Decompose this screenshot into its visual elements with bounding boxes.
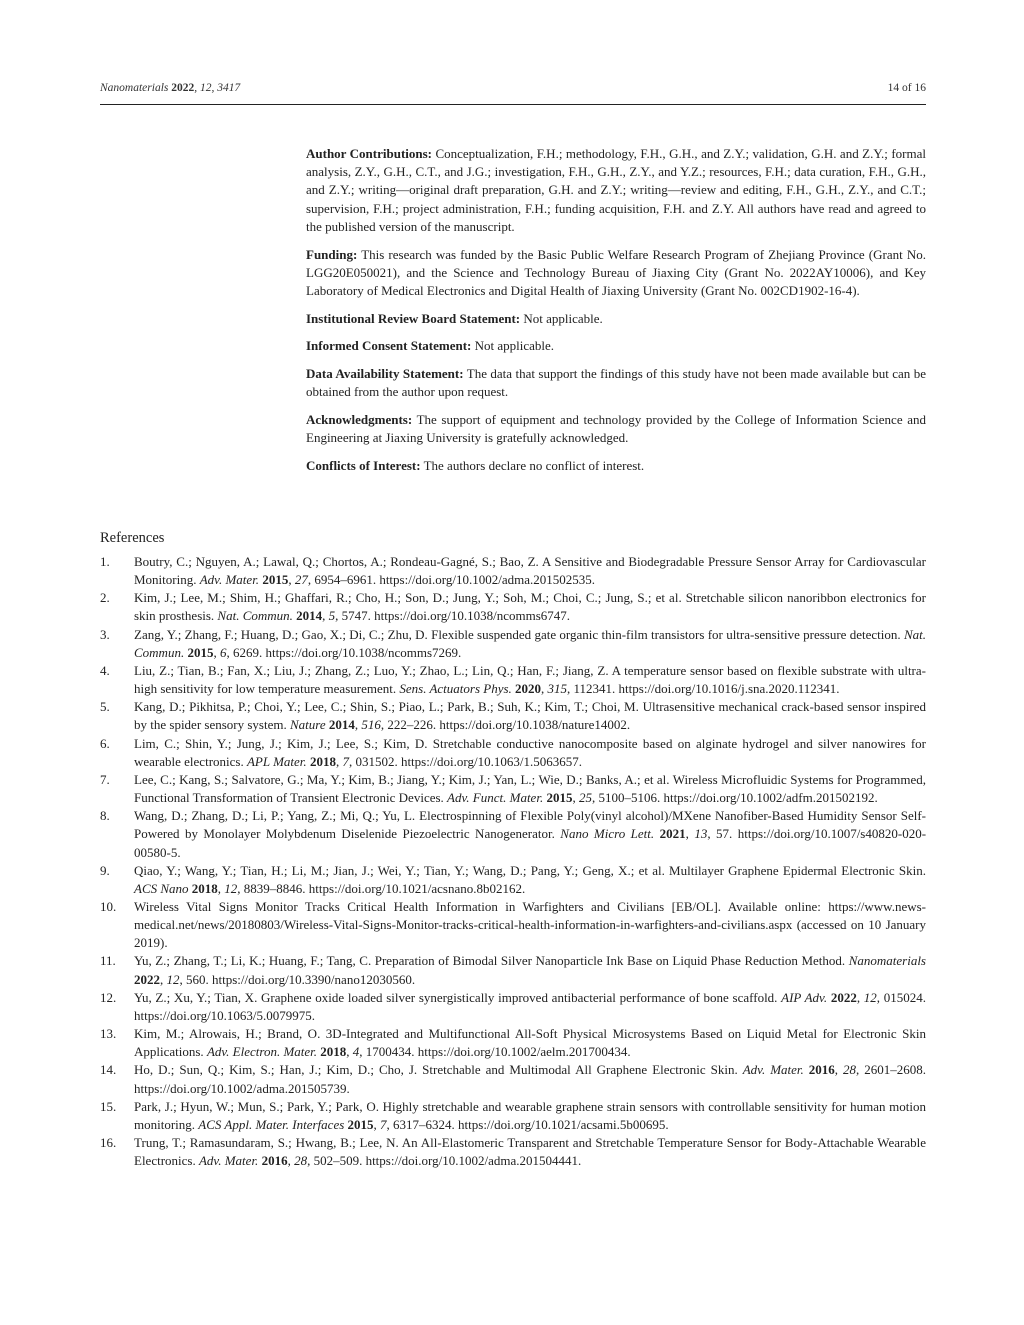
reference-segment: , — [685, 826, 695, 842]
reference-segment: , 502–509. https://doi.org/10.1002/adma.201504441. — [307, 1153, 582, 1169]
reference-segment: , 8839–8846. https://doi.org/10.1021/acsnano.8b02162. — [237, 880, 526, 896]
reference-text — [134, 898, 926, 952]
reference-segment: , — [335, 753, 343, 769]
reference-segment: Wireless Vital Signs Monitor Tracks Critical Health Information in Warfighters and Civilians [EB/OL]. Available online: https://www.news-medical.net/news/20180803/Wireless-Vital-Signs-Monitor-tracks-critical-health-information-in-warfighters-and-civilians.aspx (accessed on 10 January 2019). — [134, 898, 926, 951]
reference-segment: Lim, C.; Shin, Y.; Jung, J.; Kim, J.; Lee, S.; Kim, D. Stretchable conductive nanocomposite based on alginate hydrogel and silver nanowires for wearable electronics. — [134, 735, 926, 769]
reference-segment: , 2601–2608. https://doi.org/10.1002/adma.201505739. — [134, 1062, 927, 1096]
reference-text — [134, 662, 926, 698]
reference-segment: , 1700434. https://doi.org/10.1002/aelm.201700434. — [359, 1044, 631, 1060]
reference-segment: Trung, T.; Ramasundaram, S.; Hwang, B.; Lee, N. An All-Elastomeric Transparent and Stretchable Temperature Sensor for Body-Attachable Wearable Electronics. — [134, 1135, 926, 1169]
reference-text — [134, 1098, 926, 1134]
reference-number: 12. — [100, 989, 117, 1005]
statement-label: Funding: — [306, 246, 358, 262]
statement-label: Conflicts of Interest: — [306, 457, 421, 473]
reference-text — [134, 1025, 926, 1061]
reference-text — [134, 553, 926, 589]
statement-label: Institutional Review Board Statement: — [306, 310, 521, 326]
reference-number: 13. — [100, 1026, 117, 1042]
reference-italic-segment: Sens. Actuators Phys. — [399, 681, 512, 697]
reference-segment: , 031502. https://doi.org/10.1063/1.5063657. — [348, 753, 582, 769]
reference-text — [134, 698, 926, 734]
reference-number: 11. — [100, 953, 116, 969]
reference-year: 2015 — [347, 1116, 374, 1132]
reference-segment: Qiao, Y.; Wang, Y.; Tian, H.; Li, M.; Jian, J.; Wei, Y.; Tian, Y.; Wang, D.; Pang, Y.; Geng, X.; et al. Multilayer Graphene Epidermal Electronic Skin. — [134, 862, 926, 878]
reference-segment: Kim, M.; Alrowais, H.; Brand, O. 3D-Integrated and Multifunctional All-Soft Physical Microsystems Based on Liquid Metal for Electronic Skin Applications. — [134, 1026, 926, 1060]
reference-italic-segment: 12 — [166, 971, 180, 987]
reference-segment: , — [834, 1062, 844, 1078]
reference-item — [100, 1025, 926, 1061]
reference-italic-segment: 4 — [352, 1044, 360, 1060]
reference-segment: Kim, J.; Lee, M.; Shim, H.; Ghaffari, R.; Cho, H.; Son, D.; Jung, Y.; Soh, M.; Choi, C.; Jung, S.; et al. Stretchable silicon nanoribbon electronics for skin prosthesis. — [134, 590, 926, 624]
reference-segment: , 5100–5106. https://doi.org/10.1002/adfm.201502192. — [591, 790, 878, 806]
statement-text: The support of equipment and technology provided by the College of Information Science and Engineering at Jiaxing University is gratefully acknowledged. — [306, 411, 926, 446]
reference-segment: , — [346, 1044, 353, 1060]
reference-segment: , — [213, 644, 220, 660]
reference-segment: Liu, Z.; Tian, B.; Fan, X.; Liu, J.; Zhang, Z.; Luo, Y.; Zhao, L.; Lin, Q.; Han, F.; Jiang, Z. A temperature sensor based on flexible substrate with ultra-high sensitivity for low temperature measurement. — [134, 662, 926, 697]
journal-name: Nanomaterials — [100, 82, 169, 94]
reference-number: 16. — [100, 1135, 117, 1150]
consent-statement — [306, 337, 926, 355]
reference-item — [100, 662, 926, 698]
reference-year: 2022 — [830, 989, 857, 1005]
reference-italic-segment: Nat. Commun. — [217, 608, 293, 624]
reference-item — [100, 1098, 926, 1134]
reference-item — [100, 589, 926, 625]
reference-item — [100, 553, 926, 589]
reference-text — [134, 807, 926, 861]
reference-italic-segment: Adv. Mater. — [198, 1153, 259, 1169]
statement-text: The authors declare no conflict of interest. — [420, 457, 645, 473]
reference-number: 1. — [100, 554, 110, 569]
statement-text: This research was funded by the Basic Public Welfare Research Program of Zhejiang Province (Grant No. LGG20E050021), and the Science and Technology Bureau of Jiaxing City (Grant No. 2022AY10006), and Key Laboratory of Medical Electronics and Digital Health of Jiaxing University (Grant No. 002CD1902-16-4). — [306, 246, 926, 298]
reference-segment: Lee, C.; Kang, S.; Salvatore, G.; Ma, Y.; Kim, B.; Jiang, Y.; Kim, J.; Yan, L.; Wie, D.; Banks, A.; et al. Wireless Microfluidic Systems for Programmed, Functional Transformation of Transient Electronic Devices. — [134, 771, 926, 806]
journal-citation: Nanomaterials 2022, 12, 3417 — [100, 82, 241, 94]
reference-italic-segment: Adv. Electron. Mater. — [206, 1044, 318, 1060]
reference-italic-segment: 7 — [342, 753, 349, 769]
statement-text: The data that support the findings of this study have not been made available but can be obtained from the author upon request. — [306, 366, 926, 400]
reference-year: 2014 — [328, 717, 355, 733]
reference-segment: Kang, D.; Pikhitsa, P.; Choi, Y.; Lee, C.; Shin, S.; Piao, L.; Park, B.; Suh, K.; Kim, T.; Choi, M. Ultrasensitive mechanical crack-based sensor inspired by the spider sensory system. — [134, 699, 926, 733]
reference-segment: Yu, Z.; Zhang, T.; Li, K.; Huang, F.; Tang, C. Preparation of Bimodal Silver Nanoparticle Ink Base on Liquid Phase Reduction Method. — [134, 953, 849, 969]
reference-segment: , — [354, 717, 362, 733]
reference-number: 8. — [100, 808, 110, 824]
reference-italic-segment: 315 — [547, 681, 568, 697]
journal-year: 2022 — [171, 82, 195, 94]
reference-number: 6. — [100, 735, 110, 751]
reference-item — [100, 1061, 926, 1097]
statement-label: Acknowledgments: — [306, 411, 413, 427]
reference-italic-segment: 6 — [219, 644, 227, 660]
reference-year: 2015 — [262, 572, 289, 588]
reference-italic-segment: Nature — [289, 717, 326, 733]
reference-number: 2. — [100, 590, 110, 606]
reference-text — [134, 1134, 926, 1170]
reference-segment: , 57. https://doi.org/10.1007/s40820-020-00580-5. — [134, 826, 927, 860]
reference-text — [134, 989, 926, 1025]
reference-text — [134, 735, 926, 771]
reference-segment: , 015024. https://doi.org/10.1063/5.0079975. — [134, 989, 926, 1023]
reference-italic-segment: ACS Nano — [134, 880, 189, 896]
reference-text — [134, 952, 926, 988]
reference-segment: , 560. https://doi.org/10.3390/nano12030560. — [179, 971, 416, 987]
conflicts-statement — [306, 457, 926, 475]
reference-item — [100, 771, 926, 807]
reference-year: 2016 — [808, 1062, 835, 1078]
reference-italic-segment: Adv. Mater. — [199, 572, 260, 588]
acknowledgments — [306, 411, 926, 447]
reference-italic-segment: Nat. Commun. — [134, 626, 926, 660]
reference-year: 2022 — [134, 971, 160, 987]
reference-year: 2018 — [191, 880, 218, 896]
reference-year: 2020 — [515, 681, 542, 697]
reference-segment: Yu, Z.; Xu, Y.; Tian, X. Graphene oxide loaded silver synergistically improved antibacterial performance of bone scaffold. — [134, 989, 782, 1005]
irb-statement — [306, 310, 926, 328]
reference-italic-segment: 5 — [328, 608, 336, 624]
reference-segment: , — [572, 790, 579, 806]
reference-number: 3. — [100, 626, 110, 642]
reference-italic-segment: Adv. Mater. — [742, 1062, 804, 1078]
reference-italic-segment: Nanomaterials — [848, 953, 926, 969]
reference-italic-segment: APL Mater. — [246, 753, 307, 769]
reference-segment: , 222–226. https://doi.org/10.1038/nature14002. — [380, 717, 631, 733]
reference-italic-segment: 516 — [361, 717, 381, 733]
reference-number: 14. — [100, 1062, 117, 1078]
reference-number: 4. — [100, 662, 110, 678]
reference-italic-segment: 12 — [224, 880, 238, 896]
data-availability-statement — [306, 365, 926, 401]
reference-segment: , — [160, 971, 167, 987]
journal-volume: 12 — [200, 82, 212, 94]
reference-text — [134, 771, 926, 807]
reference-item — [100, 862, 926, 898]
article-number: 3417 — [217, 82, 241, 94]
reference-segment: , — [322, 608, 329, 624]
reference-segment: , — [856, 989, 864, 1005]
statement-label: Informed Consent Statement: — [306, 338, 472, 354]
reference-item — [100, 626, 926, 662]
reference-year: 2015 — [187, 644, 214, 660]
reference-list — [100, 553, 926, 1170]
reference-year: 2016 — [261, 1153, 288, 1169]
reference-segment: Zang, Y.; Zhang, F.; Huang, D.; Gao, X.; Di, C.; Zhu, D. Flexible suspended gate organic thin-film transistors for ultra-sensitive pressure detection. — [134, 626, 904, 642]
reference-segment: , 5747. https://doi.org/10.1038/ncomms6747. — [335, 608, 571, 624]
reference-italic-segment: AIP Adv. — [781, 989, 828, 1005]
reference-item — [100, 698, 926, 734]
reference-number: 10. — [100, 898, 117, 914]
reference-text — [134, 1061, 926, 1097]
reference-segment: , 6269. https://doi.org/10.1038/ncomms7269. — [226, 644, 462, 660]
reference-italic-segment: 28 — [294, 1153, 308, 1169]
funding-statement — [306, 246, 926, 301]
reference-segment: Wang, D.; Zhang, D.; Li, P.; Yang, Z.; Mi, Q.; Yu, L. Electrospinning of Flexible Poly(vinyl alcohol)/MXene Nanofiber-Based Humidity Sensor Self-Powered by Monolayer Molybdenum Diselenide Piezoelectric Nanogenerator. — [134, 808, 926, 842]
reference-italic-segment: 25 — [578, 790, 592, 806]
reference-segment: , — [287, 1153, 295, 1169]
statement-label: Data Availability Statement: — [306, 366, 464, 382]
reference-year: 2014 — [296, 608, 323, 624]
reference-italic-segment: 12 — [863, 989, 877, 1005]
reference-italic-segment: 13 — [694, 826, 708, 842]
running-header — [100, 82, 926, 100]
reference-italic-segment: 27 — [294, 572, 308, 588]
reference-number: 5. — [100, 699, 110, 715]
reference-item — [100, 1134, 926, 1170]
reference-item — [100, 807, 926, 861]
reference-segment: , — [373, 1116, 381, 1132]
reference-year: 2015 — [546, 790, 573, 806]
reference-text — [134, 589, 926, 625]
reference-segment: , 6954–6961. https://doi.org/10.1002/adma.201502535. — [307, 572, 596, 588]
reference-text — [134, 862, 926, 898]
reference-segment: Ho, D.; Sun, Q.; Kim, S.; Han, J.; Kim, D.; Cho, J. Stretchable and Multimodal All Graphene Electronic Skin. — [134, 1062, 743, 1078]
reference-segment: Park, J.; Hyun, W.; Mun, S.; Park, Y.; Park, O. Highly stretchable and wearable graphene strain sensors with controllable sensitivity for human motion monitoring. — [134, 1098, 926, 1132]
reference-segment: , 6317–6324. https://doi.org/10.1021/acsami.5b00695. — [386, 1116, 669, 1132]
page-number: 14 of 16 — [887, 82, 926, 94]
reference-year: 2018 — [320, 1044, 347, 1060]
reference-italic-segment: ACS Appl. Mater. Interfaces — [198, 1116, 345, 1132]
reference-item — [100, 735, 926, 771]
reference-year: 2021 — [659, 826, 686, 842]
statement-text: Not applicable. — [471, 338, 555, 354]
reference-item — [100, 989, 926, 1025]
backmatter-section — [306, 145, 926, 485]
reference-segment: , 112341. https://doi.org/10.1016/j.sna.2020.112341. — [567, 681, 840, 697]
reference-number: 15. — [100, 1098, 117, 1114]
reference-number: 7. — [100, 771, 110, 787]
reference-segment: , — [288, 572, 295, 588]
reference-italic-segment: Nano Micro Lett. — [560, 826, 655, 842]
reference-italic-segment: Adv. Funct. Mater. — [447, 790, 544, 806]
reference-number: 9. — [100, 862, 110, 878]
reference-item — [100, 952, 926, 988]
statement-text: Not applicable. — [520, 310, 603, 326]
author-contributions — [306, 145, 926, 236]
reference-text — [134, 626, 926, 662]
statement-label: Author Contributions: — [306, 146, 433, 161]
reference-year: 2018 — [309, 753, 336, 769]
header-rule — [100, 104, 926, 105]
statement-text: Conceptualization, F.H.; methodology, F.H., G.H., and Z.Y.; validation, G.H. and Z.Y.; formal analysis, Z.Y., G.H., C.T., and J.G.; investigation, F.H., G.H., Z.Y., and Y.Z.; resources, F.H.; data curation, F.H., G.H., and Z.Y.; writing—original draft preparation, G.H. and Z.Y.; writing—review and editing, F.H., G.H., Z.Y., and C.T.; supervision, F.H.; project administration, F.H.; funding acquisition, F.H. and Z.Y. All authors have read and agreed to the published version of the manuscript. — [306, 146, 927, 234]
reference-italic-segment: 28 — [843, 1062, 857, 1078]
reference-italic-segment: 7 — [380, 1116, 387, 1132]
references-heading: References — [100, 530, 165, 546]
reference-segment: Boutry, C.; Nguyen, A.; Lawal, Q.; Chortos, A.; Rondeau-Gagné, S.; Bao, Z. A Sensitive and Biodegradable Pressure Sensor Array for Cardiovascular Monitoring. — [134, 554, 926, 588]
reference-item — [100, 898, 926, 952]
reference-segment: , — [541, 681, 548, 697]
reference-segment: , — [217, 880, 225, 896]
